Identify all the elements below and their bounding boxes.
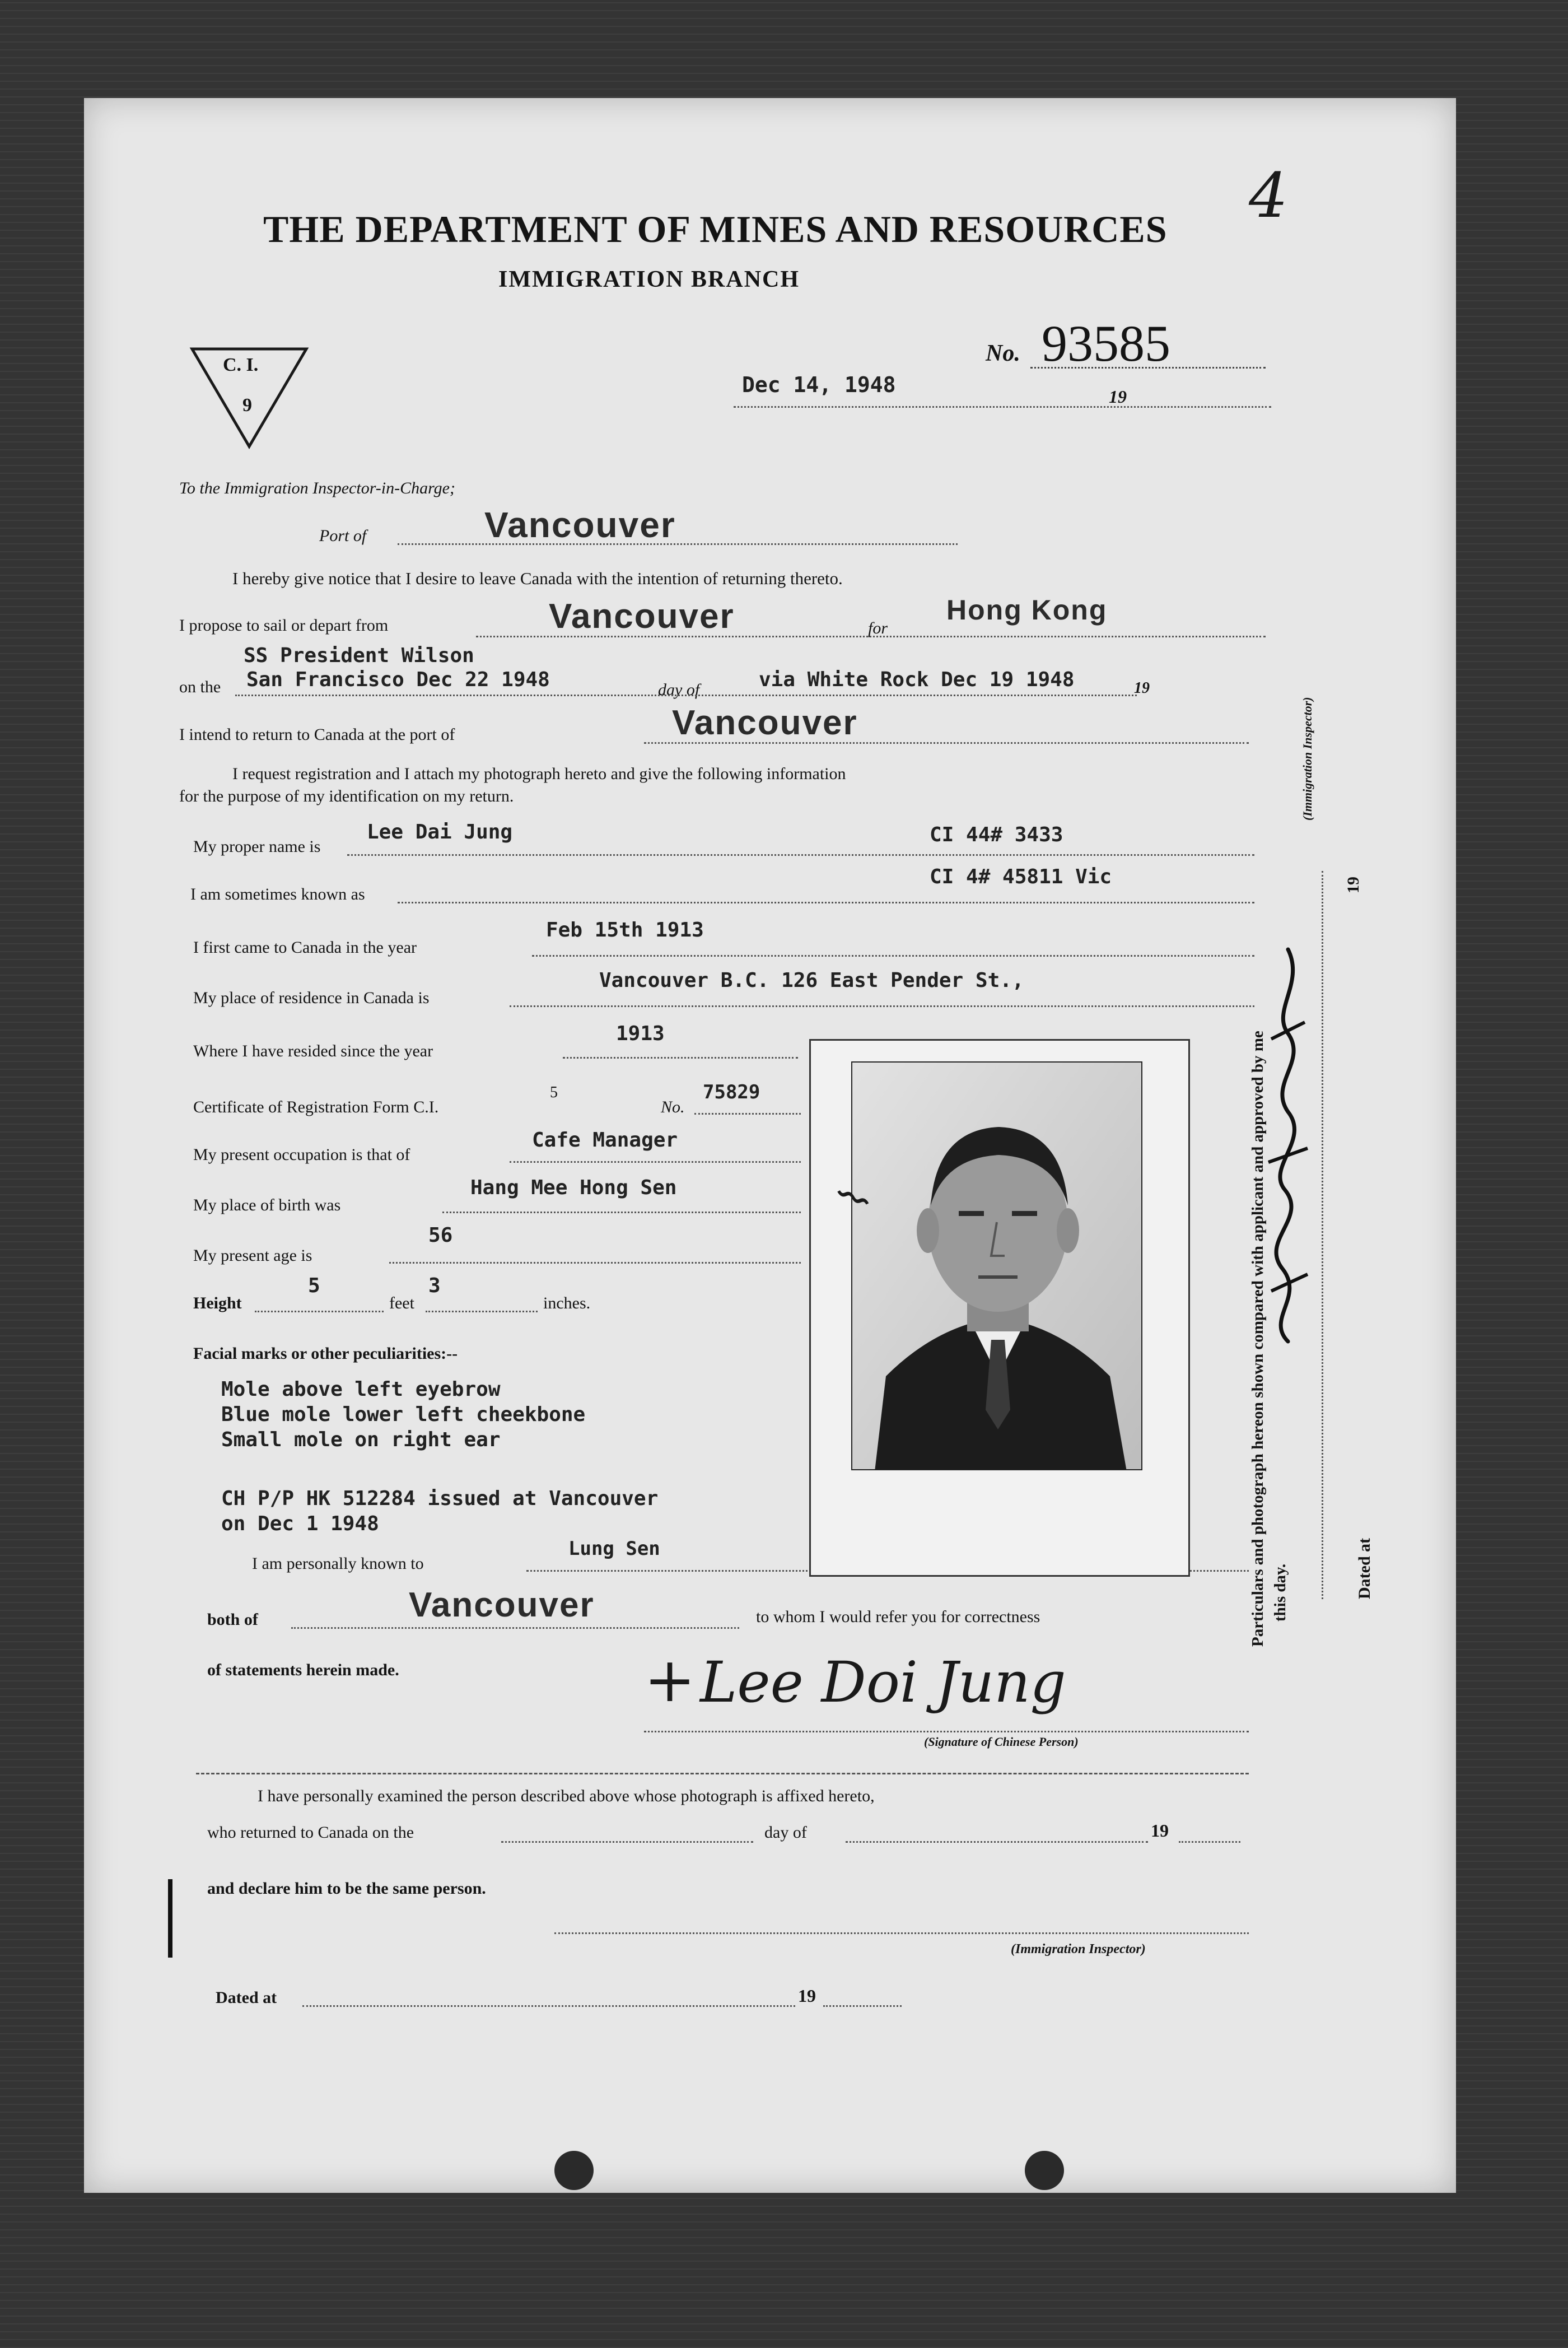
side-year-prefix: 19 [1344, 877, 1362, 893]
occupation: Cafe Manager [532, 1129, 678, 1152]
sail-label: I propose to sail or depart from [179, 616, 389, 635]
signature: Lee Doi Jung [700, 1650, 1066, 1715]
no-label: No. [661, 1098, 685, 1116]
registration-number: 75829 [703, 1081, 760, 1103]
inches-label: inches. [543, 1294, 591, 1312]
known-to-label: I am personally known to [252, 1554, 424, 1573]
refer-text: to whom I would refer you for correctness [756, 1608, 1040, 1626]
returned-label: who returned to Canada on the [207, 1823, 414, 1842]
height-label: Height [193, 1294, 242, 1312]
certificate-number: 93585 [1042, 315, 1170, 372]
form-code-bottom: 9 [242, 395, 252, 416]
return-inspector-caption: (Immigration Inspector) [1011, 1942, 1146, 1956]
sail-date: San Francisco Dec 22 1948 [246, 668, 550, 691]
form-code-top: C. I. [223, 355, 259, 375]
issue-date: Dec 14, 1948 [742, 372, 896, 397]
inspector-signature [1254, 927, 1322, 1353]
request-line-1: I request registration and I attach my photograph hereto and give the following information [232, 765, 846, 783]
notice-line: I hereby give notice that I desire to leave Canada with the intention of returning thereto. [232, 569, 843, 588]
marks-label: Facial marks or other peculiarities:-- [193, 1344, 458, 1363]
birth-place: Hang Mee Hong Sen [470, 1176, 677, 1199]
passport-line-1: CH P/P HK 512284 issued at Vancouver [221, 1487, 659, 1510]
year-prefix: 19 [1109, 386, 1127, 407]
year-suffix: 19 [1134, 679, 1150, 697]
known-person: Lung Sen [568, 1538, 660, 1560]
resided-since-year: 1913 [616, 1022, 665, 1045]
corner-mark: 4 [1249, 160, 1288, 231]
height-feet: 5 [308, 1274, 320, 1297]
applicant-photograph [851, 1061, 1142, 1470]
photo-annotation: ⌇ [829, 1187, 879, 1215]
via-route: via White Rock Dec 19 1948 [759, 668, 1075, 691]
for-label: for [868, 619, 888, 637]
statements-text: of statements herein made. [207, 1661, 399, 1679]
side-dated-at: Dated at [1355, 1538, 1374, 1599]
field-label: I am sometimes known as [190, 885, 365, 903]
addressee-line: To the Immigration Inspector-in-Charge; [179, 479, 455, 497]
form-ci-number: 5 [550, 1084, 558, 1101]
on-the-label: on the [179, 678, 221, 696]
examined-line: I have personally examined the person described above whose photograph is affixed hereto, [258, 1787, 875, 1805]
punch-hole [1025, 2151, 1064, 2190]
side-inspector-caption: (Immigration Inspector) [1300, 697, 1314, 821]
return-label: I intend to return to Canada at the port of [179, 725, 455, 744]
proper-name: Lee Dai Jung [367, 821, 513, 844]
punch-hole [554, 2151, 594, 2190]
both-of-label: both of [207, 1610, 258, 1629]
return-year-prefix: 19 [1151, 1820, 1169, 1841]
dated-at-label: Dated at [216, 1988, 277, 2007]
this-day-text: this day. [1271, 1563, 1289, 1622]
passport-line-2: on Dec 1 1948 [221, 1512, 379, 1535]
arrival-date: Feb 15th 1913 [546, 919, 704, 942]
branch-subtitle: IMMIGRATION BRANCH [498, 267, 800, 292]
present-age: 56 [428, 1224, 453, 1247]
return-port-stamp: Vancouver [672, 704, 858, 742]
field-label: My present occupation is that of [193, 1145, 410, 1164]
mark-line: Blue mole lower left cheekbone [221, 1403, 586, 1426]
request-line-2: for the purpose of my identification on my return. [179, 787, 514, 805]
ci-reference-1: CI 44# 3433 [930, 823, 1063, 846]
residence-address: Vancouver B.C. 126 East Pender St., [599, 969, 1024, 992]
port-stamp: Vancouver [484, 505, 676, 545]
number-label: No. [986, 341, 1020, 366]
dated-year: 19 [798, 1986, 816, 2006]
ci-reference-2: CI 4# 45811 Vic [930, 865, 1112, 888]
return-day-of-label: day of [764, 1823, 807, 1842]
vessel-name: SS President Wilson [244, 644, 474, 667]
field-label: My place of residence in Canada is [193, 989, 430, 1007]
field-label: My place of birth was [193, 1196, 341, 1214]
field-label: I first came to Canada in the year [193, 938, 417, 957]
field-label: My present age is [193, 1246, 312, 1265]
day-of-label: day of [658, 681, 700, 699]
portrait-image [852, 1063, 1142, 1470]
mark-line: Mole above left eyebrow [221, 1378, 501, 1401]
both-of-stamp: Vancouver [409, 1586, 595, 1624]
signature-mark: + [644, 1644, 696, 1716]
depart-from-stamp: Vancouver [549, 597, 735, 636]
field-label: My proper name is [193, 837, 321, 856]
declare-line: and declare him to be the same person. [207, 1879, 486, 1898]
feet-label: feet [389, 1294, 414, 1312]
height-inches: 3 [428, 1274, 441, 1297]
signature-caption: (Signature of Chinese Person) [924, 1735, 1079, 1749]
mark-line: Small mole on right ear [221, 1428, 501, 1451]
field-label: Certificate of Registration Form C.I. [193, 1098, 439, 1116]
port-label: Port of [319, 527, 367, 545]
immigration-form-ci9 [84, 98, 1456, 2193]
particulars-vertical-text: Particulars and photograph hereon shown compared with applicant and approved by me [1249, 1031, 1267, 1647]
department-title: THE DEPARTMENT OF MINES AND RESOURCES [263, 208, 1168, 250]
margin-bar [168, 1879, 172, 1958]
destination-stamp: Hong Kong [946, 594, 1108, 626]
side-dotted-line [1322, 871, 1323, 1599]
field-label: Where I have resided since the year [193, 1042, 433, 1060]
